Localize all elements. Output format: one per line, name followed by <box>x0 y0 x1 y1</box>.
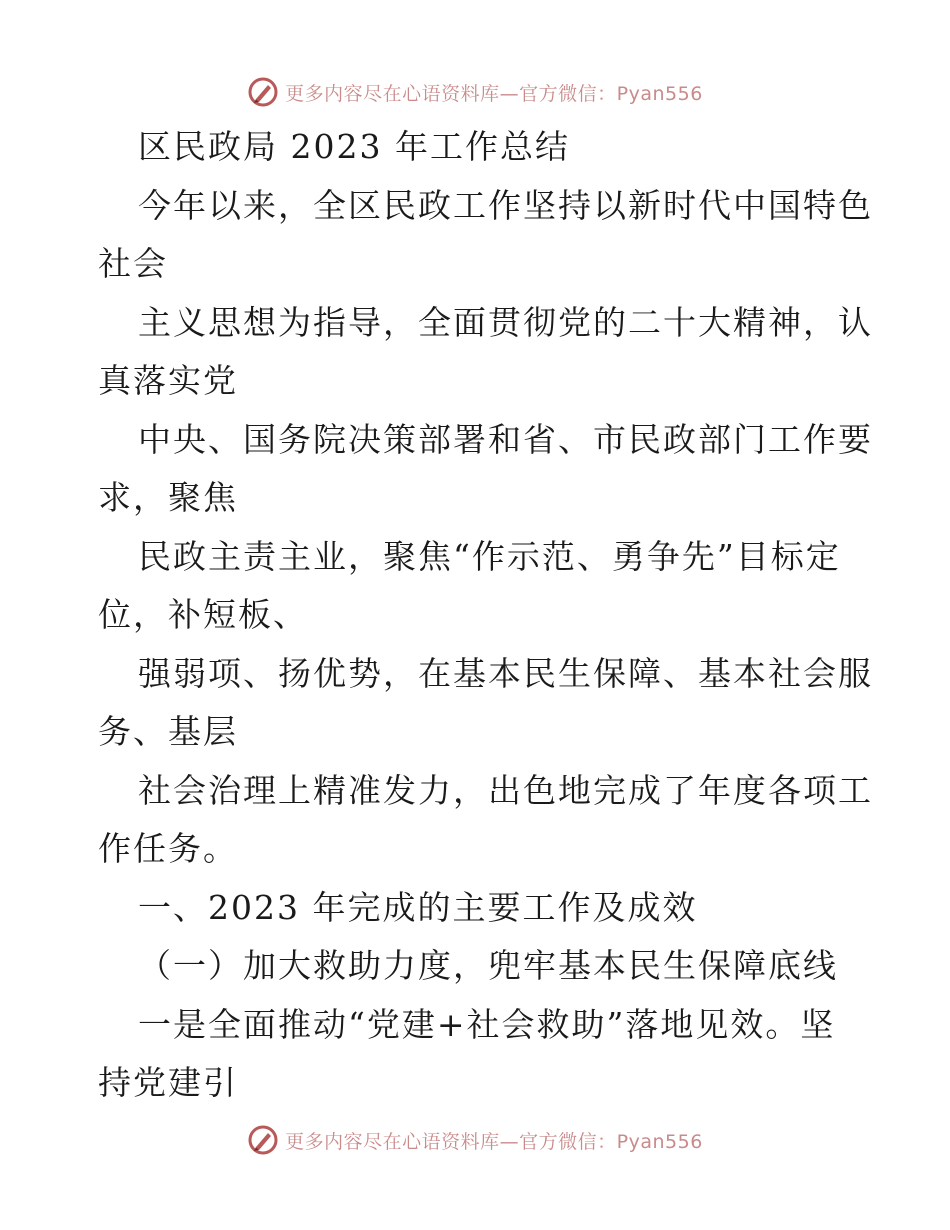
paragraph-line: 作任务。 <box>98 829 238 868</box>
pen-logo-icon <box>247 1124 279 1156</box>
paragraph-line: 持党建引 <box>98 1063 238 1102</box>
watermark-header <box>0 72 950 112</box>
paragraph-line: 强弱项、扬优势，在基本民生保障、基本社会服 <box>138 653 873 693</box>
paragraph-line: 社会治理上精准发力，出色地完成了年度各项工 <box>138 770 873 810</box>
watermark-text: 更多内容尽在心语资料库—官方微信：Pyan556 <box>285 1130 703 1153</box>
paragraph-line: 今年以来，全区民政工作坚持以新时代中国特色 <box>138 185 873 225</box>
paragraph-line: 务、基层 <box>98 712 238 751</box>
subsection-heading: （一）加大救助力度，兜牢基本民生保障底线 <box>138 946 838 985</box>
paragraph-line: 位，补短板、 <box>98 595 308 634</box>
paragraph-line: 民政主责主业，聚焦“作示范、勇争先”目标定 <box>138 536 841 576</box>
paragraph-line: 社会 <box>98 244 168 283</box>
document-title: 区民政局 2023 年工作总结 <box>138 127 570 166</box>
watermark-text: 更多内容尽在心语资料库—官方微信：Pyan556 <box>285 82 703 105</box>
paragraph-line: 真落实党 <box>98 361 238 400</box>
watermark-footer <box>0 1120 950 1160</box>
pen-logo-icon <box>247 76 279 108</box>
paragraph-line: 一是全面推动“党建+社会救助”落地见效。坚 <box>138 1004 836 1044</box>
document-body <box>98 118 873 1113</box>
section-heading: 一、2023 年完成的主要工作及成效 <box>138 887 698 927</box>
paragraph-line: 求，聚焦 <box>98 478 238 517</box>
paragraph-line: 主义思想为指导，全面贯彻党的二十大精神，认 <box>138 302 873 342</box>
paragraph-line: 中央、国务院决策部署和省、市民政部门工作要 <box>138 419 873 459</box>
